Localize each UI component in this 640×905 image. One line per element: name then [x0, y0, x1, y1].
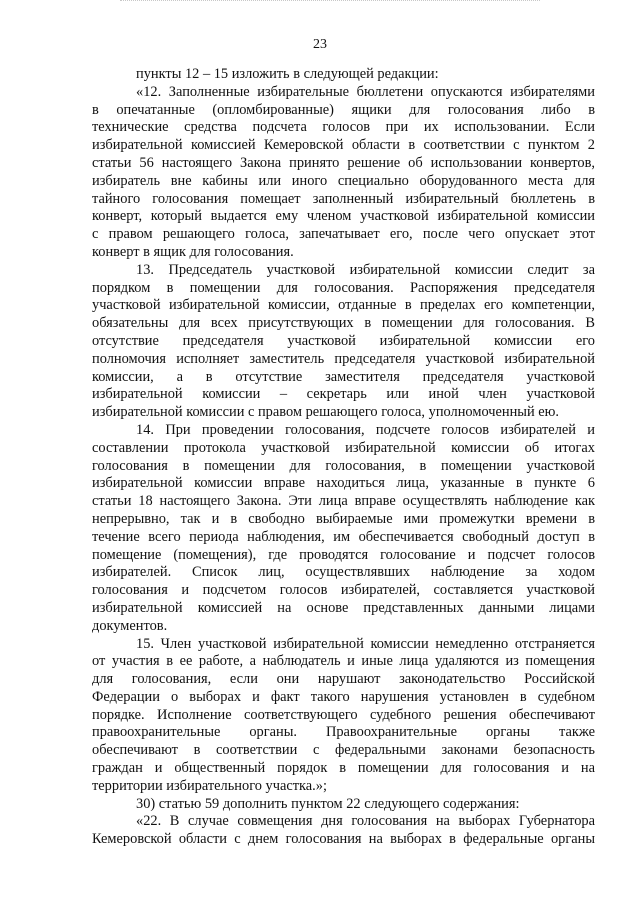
- text-line: Федерации о выборах и факт такого нарушения установлен в судебном: [92, 688, 595, 705]
- text-line: 30) статью 59 дополнить пунктом 22 следующего содержания:: [136, 795, 520, 812]
- text-line: «12. Заполненные избирательные бюллетени опускаются избирателями: [136, 83, 595, 100]
- text-line: избирательной комиссии – секретарь или иной член участковой: [92, 386, 595, 403]
- text-line: избирательной комиссией на основе представленных данными лицами: [92, 599, 595, 616]
- document-body: [92, 66, 595, 849]
- text-line: избирательной комиссией Кемеровской области в соответствии с пунктом 2: [92, 137, 595, 154]
- text-line: отсутствие председателя участковой избирательной комиссии его: [92, 332, 595, 349]
- text-line: порядком в помещении для голосования. Распоряжения председателя: [92, 279, 595, 296]
- text-line: избирательной комиссии с правом решающего голоса, уполномоченный ею.: [92, 404, 559, 421]
- text-line: полномочия исполняет заместитель председателя участковой избирательной: [92, 350, 595, 367]
- text-line: «22. В случае совмещения дня голосования на выборах Губернатора: [136, 813, 595, 830]
- text-line: правоохранительные органы. Правоохранительные органы также: [92, 724, 595, 741]
- scan-edge-line: [120, 0, 540, 5]
- text-line: в опечатанные (опломбированные) ящики для голосования либо в: [92, 101, 595, 118]
- text-line: пункты 12 – 15 изложить в следующей редакции:: [136, 66, 439, 82]
- text-line: тайного голосования помещает заполненный избирательный бюллетень в: [92, 190, 595, 207]
- text-line: участковой избирательной комиссии, отданные в пределах его компетенции,: [92, 297, 595, 314]
- text-line: составлении протокола участковой избирательной комиссии об итогах: [92, 439, 595, 456]
- text-line: избирателей. Список лиц, осуществлявших наблюдение за ходом: [92, 564, 595, 581]
- text-line: голосования в помещении для голосования, в помещении участковой: [92, 457, 595, 474]
- text-line: граждан и общественный порядок в помещении для голосования и на: [92, 760, 595, 777]
- text-line: с правом решающего голоса, запечатывает его, после чего опускает этот: [92, 226, 595, 243]
- text-line: конверт, который выдается ему членом участковой избирательной комиссии: [92, 208, 595, 225]
- text-line: 15. Член участковой избирательной комиссии немедленно отстраняется: [136, 635, 595, 652]
- text-line: Кемеровской области с днем голосования на выборах в федеральные органы: [92, 831, 595, 848]
- text-line: документов.: [92, 617, 168, 634]
- text-line: 14. При проведении голосования, подсчете голосов избирателей и: [136, 421, 595, 438]
- text-line: статьи 18 настоящего Закона. Эти лица вправе осуществлять наблюдение как: [92, 493, 595, 510]
- text-line: течение всего периода наблюдения, им обеспечивается свободный доступ в: [92, 528, 595, 545]
- text-line: 13. Председатель участковой избирательной комиссии следит за: [136, 261, 595, 278]
- text-line: помещение (помещения), где проводятся голосование и подсчет голосов: [92, 546, 595, 563]
- text-line: от участия в ее работе, а наблюдатель и иные лица удаляются из помещения: [92, 653, 595, 670]
- text-line: статьи 56 настоящего Закона принято решение об использовании конвертов,: [92, 154, 595, 171]
- text-line: территории избирательного участка.»;: [92, 777, 327, 794]
- text-line: избирательной комиссии вправе находиться лица, указанные в пункте 6: [92, 475, 595, 492]
- page-number: 23: [313, 37, 327, 52]
- text-line: для голосования, если они нарушают законодательство Российской: [92, 671, 595, 688]
- text-line: конверт в ящик для голосования.: [92, 243, 294, 260]
- text-line: обязательны для всех присутствующих в помещении для голосования. В: [92, 315, 595, 332]
- text-line: порядке. Исполнение соответствующего судебного решения обеспечивают: [92, 706, 595, 723]
- text-line: голосования и подсчетом голосов избирателей, составляется участковой: [92, 582, 595, 599]
- text-line: избиратель вне кабины или иного специально оборудованного места для: [92, 172, 595, 189]
- text-line: комиссии, а в отсутствие заместителя председателя участковой: [92, 368, 595, 385]
- text-line: непрерывно, так и в свободно выбираемые ими промежутки времени в: [92, 510, 595, 527]
- text-line: обеспечивают в соответствии с федеральными законами безопасность: [92, 742, 595, 759]
- text-line: технические средства подсчета голосов при их использовании. Если: [92, 119, 595, 136]
